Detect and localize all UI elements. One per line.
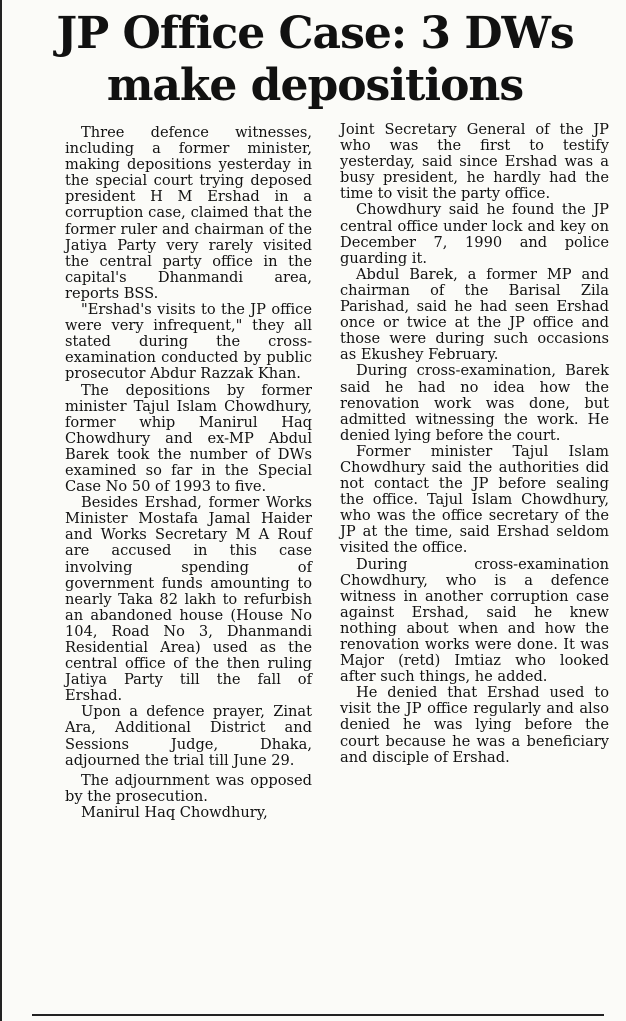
paragraph: Joint Secretary General of the JP who was the first to testify yesterday, said since Ershad was a busy president, he hardly had the time to visit the party office.: [340, 121, 609, 203]
paragraph: Upon a defence prayer, Zinat Ara, Additional District and Sessions Judge, Dhaka, adjourned the trial till June 29.: [65, 703, 312, 769]
paragraph: Besides Ershad, former Works Minister Mostafa Jamal Haider and Works Secretary M A Rouf are accused in this case involving spending of government funds amounting to nearly Taka 82 lakh to refurbish an abandoned house (House No 104, Road No 3, Dhanmandi Residential Area) used as the central office of the then ruling Jatiya Party till the fall of Ershad.: [65, 494, 312, 705]
paragraph: Former minister Tajul Islam Chowdhury said the authorities did not contact the JP before sealing the office. Tajul Islam Chowdhury, who was the office secretary of the JP at the time, said Ershad seldom visited the office.: [340, 442, 609, 557]
paragraph: Manirul Haq Chowdhury,: [81, 803, 268, 821]
bottom-rule: [32, 1014, 604, 1016]
paragraph: Three defence witnesses, including a former minister, making depositions yesterday in the special court trying deposed president H M Ershad in a corruption case, claimed that the former ruler and chairman of the Jatiya Party very rarely visited the central party office in the capital's Dhanmandi area, reports BSS.: [65, 124, 312, 302]
paragraph: Abdul Barek, a former MP and chairman of the Barisal Zila Parishad, said he had seen Ershad once or twice at the JP office and those were during such occasions as Ekushey February.: [340, 265, 609, 364]
headline: [12, 8, 618, 112]
paragraph: The depositions by former minister Tajul Islam Chowdhury, former whip Manirul Haq Chowdhury and ex-MP Abdul Barek took the number of DWs examined so far in the Special Case No 50 of 1993 to five.: [65, 381, 312, 496]
paragraph: During cross-examination Chowdhury, who is a defence witness in another corruption case against Ershad, said he knew nothing about when and how the renovation works were done. It was Major (retd) Imtiaz who looked after such things, he added.: [340, 555, 609, 686]
paragraph: During cross-examination, Barek said he had no idea how the renovation work was done, but admitted witnessing the work. He denied lying before the court.: [340, 362, 609, 444]
paragraph: "Ershad's visits to the JP office were very infrequent," they all stated during the cross-examination conducted by public prosecutor Abdur Razzak Khan.: [65, 301, 312, 383]
headline-line-1: JP Office Case: 3 DWs: [56, 8, 574, 59]
article-column-left: [65, 125, 312, 821]
paragraph: The adjournment was opposed by the prosecution.: [65, 771, 312, 805]
paragraph: Chowdhury said he found the JP central office under lock and key on December 7, 1990 and police guarding it.: [340, 201, 609, 267]
headline-line-2: make depositions: [106, 60, 524, 111]
article-column-right: [340, 122, 609, 766]
paragraph: He denied that Ershad used to visit the JP office regularly and also denied he was lying before the court because he was a beneficiary and disciple of Ershad.: [340, 684, 609, 766]
